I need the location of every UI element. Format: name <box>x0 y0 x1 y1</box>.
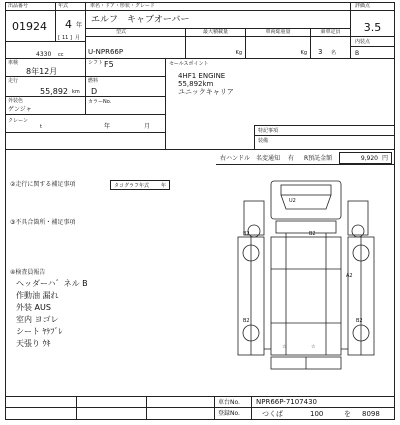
lot-label: 出品番号 <box>6 3 56 11</box>
defects-label: ③不具合箇所・補足事項 <box>10 219 76 226</box>
displacement-unit: cc <box>58 52 64 58</box>
mileage-label: 走行 <box>8 78 19 84</box>
inspector-item-1: ヘッダーハ゛ネル B <box>16 279 88 288</box>
tacho-box <box>110 180 170 190</box>
max-load-unit: Kg <box>235 50 242 56</box>
max-load-label: 最大積載量 <box>186 29 246 37</box>
grade-label: 評価点 <box>351 3 394 11</box>
inspection-value: 8年12月 <box>26 67 58 76</box>
selling-point-2: 55,892km <box>178 80 214 88</box>
car-name-label: 車名・ドア・形状・グレード <box>86 3 351 11</box>
plate-number: 8098 <box>362 410 380 418</box>
inspector-label: ④検査員報告 <box>10 269 46 276</box>
mark-b2-right-rear: B2 <box>356 318 363 324</box>
selling-points-label: セールスポイント <box>169 61 209 67</box>
recycle-value: 9,920 <box>339 152 392 164</box>
passengers-unit: 名 <box>331 50 337 56</box>
gross-weight-cell <box>246 37 311 59</box>
inspector-item-6: 天張り ｳｷ <box>16 339 51 348</box>
model-value: U-NPR66P <box>86 37 186 59</box>
mark-u2: U2 <box>289 198 296 204</box>
crane-label: クレーン <box>8 118 28 124</box>
plate-class: 100 <box>310 410 324 418</box>
chassis-label: 車台No. <box>218 399 240 406</box>
inspection-label: 車検 <box>8 60 19 66</box>
inspector-item-2: 作動油 漏れ <box>16 291 59 300</box>
lot-number: 01924 <box>6 11 56 41</box>
crane-year: 年 <box>104 123 111 130</box>
inspector-item-3: 外装 AUS <box>16 303 51 312</box>
color-no-label: カラーNo. <box>88 99 112 105</box>
auction-sheet <box>5 2 395 420</box>
tacho-unit: 年 <box>161 183 167 189</box>
transfer-yes: 有 <box>288 155 295 162</box>
passengers-value: 3 <box>318 48 323 56</box>
selling-points-box <box>166 59 394 133</box>
chassis-value: NPR66P-7107430 <box>251 396 394 407</box>
max-load-cell <box>186 37 246 59</box>
year-value: 4 <box>65 18 72 31</box>
fuel-value: D <box>91 87 98 96</box>
recycle-label: R預託金額 <box>304 155 333 162</box>
mark-b2-left-rear: B2 <box>243 318 250 324</box>
interior-value: B <box>355 50 360 57</box>
inspector-item-4: 室内 ヨゴレ <box>16 315 59 324</box>
model-label: 型式 <box>86 29 186 37</box>
details-left <box>6 59 166 150</box>
interior-label: 内装点 <box>351 37 394 47</box>
gross-weight-unit: Kg <box>300 50 307 56</box>
displacement-value: 4330 <box>36 51 52 58</box>
mark-a2: A2 <box>346 273 353 279</box>
equipment-label: 装備 <box>258 138 269 144</box>
plate-kana: を <box>344 410 351 418</box>
shift-value: F5 <box>104 60 114 69</box>
plate-region: つくば <box>262 410 283 418</box>
ext-color-value: ゲンジャ <box>8 106 32 113</box>
tacho-label: タコグラフ年式 <box>114 183 150 189</box>
crane-month: 月 <box>144 123 151 130</box>
month-unit: 月 <box>75 35 81 41</box>
year-unit: 年 <box>76 22 83 29</box>
passengers-cell <box>311 37 351 59</box>
gross-weight-label: 車両総重量 <box>246 29 311 37</box>
ext-color-label: 外装色 <box>8 98 24 104</box>
inspector-item-5: シート ﾔｹﾌﾞﾚ <box>16 327 63 336</box>
displacement-cell <box>6 41 86 59</box>
truck-damage-diagram <box>226 173 394 373</box>
plate-label: 登録No. <box>218 410 240 417</box>
plate-cell <box>251 407 394 419</box>
selling-point-3: ユニックキャリア <box>178 88 234 96</box>
driving-notes-label: ②走行に関する補足事項 <box>10 181 76 188</box>
mileage-unit: km <box>72 89 80 95</box>
mark-b2-left-front: B2 <box>243 231 250 237</box>
crane-unit: t <box>40 124 42 130</box>
mark-b2-right-front: B2 <box>309 231 316 237</box>
transfer-label: 名変通知 <box>256 155 281 162</box>
mileage-value: 55,892 <box>40 87 68 96</box>
grade-value: 3.5 <box>351 11 394 37</box>
fuel-label: 燃料 <box>88 78 99 84</box>
car-name: エルフ キャブオーバー <box>86 11 351 29</box>
mark-star-right: ☆ <box>311 344 316 350</box>
selling-point-1: 4HF1 ENGINE <box>178 72 226 80</box>
mark-star-left: ☆ <box>282 344 287 350</box>
passengers-label: 乗車定員 <box>311 29 351 37</box>
steering-label: 右ハンドル <box>220 155 251 162</box>
year-cell: 4 年 [ 11 ] 月 <box>56 11 86 41</box>
shift-label: シフト <box>88 60 104 66</box>
month-value: 11 <box>62 35 69 41</box>
notes-label: 特記事項 <box>258 128 279 134</box>
year-label: 年式 <box>56 3 86 11</box>
recycle-unit: 円 <box>382 155 389 162</box>
